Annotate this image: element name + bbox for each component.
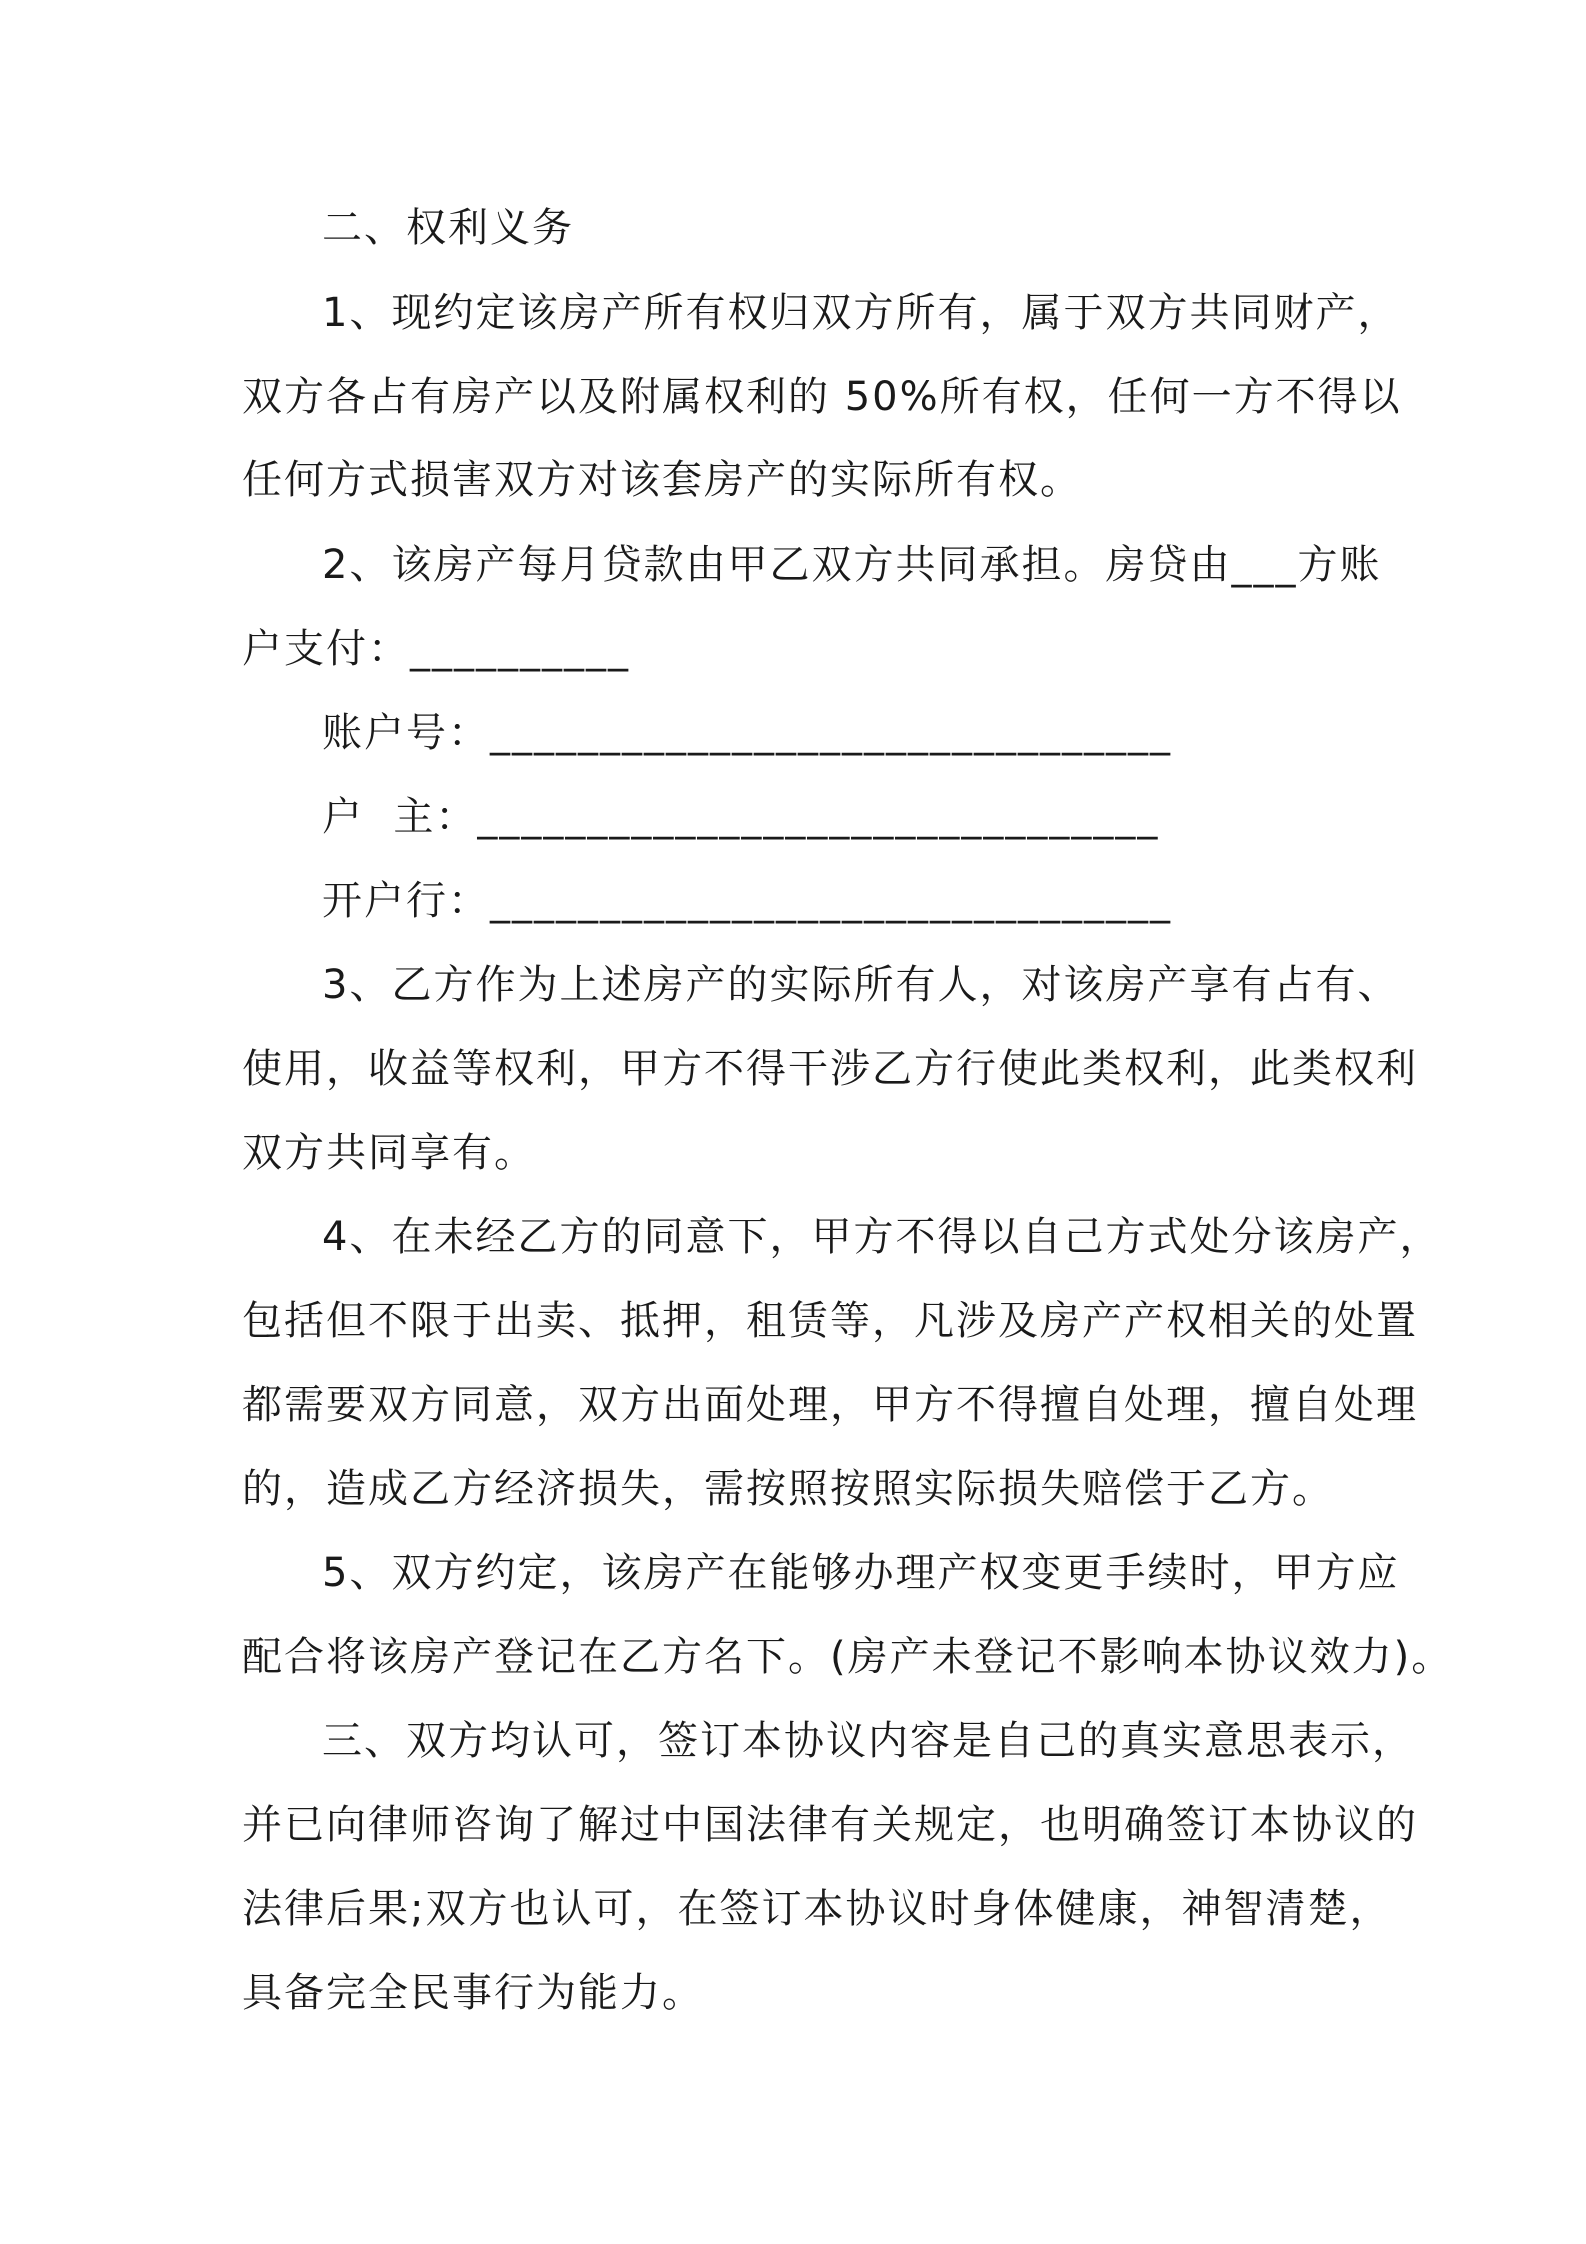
clause-3-line-2: 使用，收益等权利，甲方不得干涉乙方行使此类权利，此类权利 bbox=[242, 1046, 1418, 1092]
clause-5-line-1: 5、双方约定，该房产在能够办理产权变更手续时，甲方应 bbox=[322, 1550, 1400, 1596]
section-3-line-4: 具备完全民事行为能力。 bbox=[242, 1970, 704, 2016]
account-number-field: 账户号：_______________________________ bbox=[322, 710, 1172, 756]
clause-5-line-2: 配合将该房产登记在乙方名下。(房产未登记不影响本协议效力)。 bbox=[242, 1634, 1454, 1680]
clause-2-line-2: 户支付：__________ bbox=[242, 626, 630, 672]
clause-4-line-1: 4、在未经乙方的同意下，甲方不得以自己方式处分该房产， bbox=[322, 1214, 1442, 1260]
clause-3-line-1: 3、乙方作为上述房产的实际所有人，对该房产享有占有、 bbox=[322, 962, 1400, 1008]
section-3-line-1: 三、双方均认可，签订本协议内容是自己的真实意思表示， bbox=[322, 1718, 1414, 1764]
clause-3-line-3: 双方共同享有。 bbox=[242, 1130, 536, 1176]
clause-2-line-1: 2、该房产每月贷款由甲乙双方共同承担。房贷由___方账 bbox=[322, 542, 1382, 588]
section-heading: 二、权利义务 bbox=[322, 205, 574, 251]
clause-1-line-1: 1、现约定该房产所有权归双方所有，属于双方共同财产， bbox=[322, 290, 1400, 336]
section-3-line-3: 法律后果;双方也认可，在签订本协议时身体健康，神智清楚， bbox=[242, 1886, 1392, 1932]
section-3-line-2: 并已向律师咨询了解过中国法律有关规定，也明确签订本协议的 bbox=[242, 1802, 1418, 1848]
clause-1-line-2: 双方各占有房产以及附属权利的 50%所有权，任何一方不得以 bbox=[242, 374, 1402, 420]
account-holder-field: 户 主：_______________________________ bbox=[322, 794, 1160, 840]
bank-field: 开户行：_______________________________ bbox=[322, 878, 1172, 924]
clause-4-line-4: 的，造成乙方经济损失，需按照按照实际损失赔偿于乙方。 bbox=[242, 1466, 1334, 1512]
clause-1-line-3: 任何方式损害双方对该套房产的实际所有权。 bbox=[242, 457, 1082, 503]
clause-4-line-2: 包括但不限于出卖、抵押，租赁等，凡涉及房产产权相关的处置 bbox=[242, 1298, 1418, 1344]
clause-4-line-3: 都需要双方同意，双方出面处理，甲方不得擅自处理，擅自处理 bbox=[242, 1382, 1418, 1428]
